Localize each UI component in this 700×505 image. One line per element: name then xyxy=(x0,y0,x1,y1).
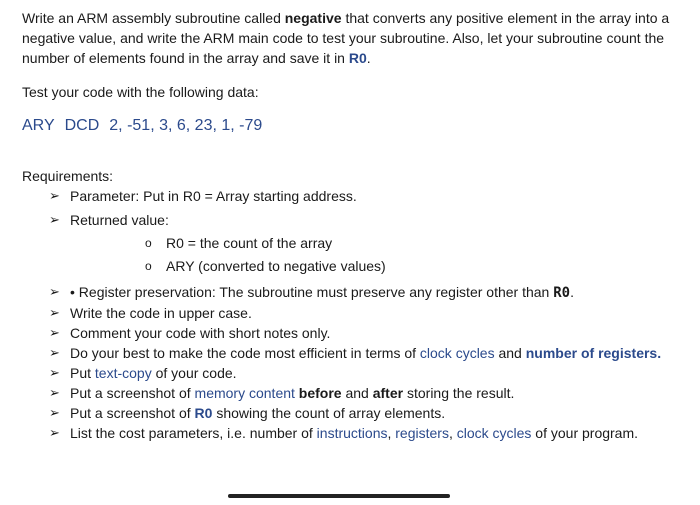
list-item: ➢ • Register preservation: The subroutine must preserve any register other than R0. xyxy=(49,284,574,301)
home-indicator[interactable] xyxy=(228,494,450,498)
list-item: ➢ Put a screenshot of R0 showing the count of array elements. xyxy=(49,405,446,421)
returned-sublist xyxy=(70,232,682,278)
document xyxy=(22,8,682,443)
circle-bullet-icon: o xyxy=(145,236,152,250)
arrow-bullet-icon: ➢ xyxy=(49,212,60,227)
list-item: o R0 = the count of the array xyxy=(70,232,682,255)
arrow-bullet-icon: ➢ xyxy=(49,188,60,203)
list-item: ➢ Do your best to make the code most efficient in terms of clock cycles and number of registers. xyxy=(49,345,662,361)
list-item: ➢ Put a screenshot of memory content before and after storing the result. xyxy=(49,385,515,401)
arrow-bullet-icon: ➢ xyxy=(49,425,60,440)
list-item: ➢ Returned value: o R0 = the count of the array o ARY (converted to negative values) xyxy=(22,210,682,278)
intro-text: . xyxy=(366,50,371,66)
arrow-bullet-icon: ➢ xyxy=(49,284,60,299)
intro-text: that converts any positive element in the array into a negative value, and write the ARM main code to test your subroutine. Also, let your subroutine count the number of elements found in the array and save it in xyxy=(22,10,670,66)
arrow-bullet-icon: ➢ xyxy=(49,385,60,400)
data-label: ARY xyxy=(22,117,55,134)
data-declaration xyxy=(22,116,682,136)
list-item: ➢ Comment your code with short notes only. xyxy=(49,325,331,341)
arrow-bullet-icon: ➢ xyxy=(49,365,60,380)
list-item: o ARY (converted to negative values) xyxy=(70,255,682,278)
test-instruction: Test your code with the following data: xyxy=(22,84,259,100)
circle-bullet-icon: o xyxy=(145,259,152,273)
list-item: ➢ Parameter: Put in R0 = Array starting address. xyxy=(49,188,357,204)
arrow-bullet-icon: ➢ xyxy=(49,305,60,320)
intro-text: Write an ARM assembly subroutine called xyxy=(22,10,285,26)
list-item: ➢ List the cost parameters, i.e. number of instructions, registers, clock cycles of your program. xyxy=(49,425,639,441)
list-item: ➢ Put text-copy of your code. xyxy=(49,365,237,381)
keyword-r0: R0 xyxy=(348,50,367,66)
keyword-negative: negative xyxy=(284,10,342,26)
requirements-heading: Requirements: xyxy=(22,168,114,184)
arrow-bullet-icon: ➢ xyxy=(49,325,60,340)
data-values: 2, -51, 3, 6, 23, 1, -79 xyxy=(109,117,263,134)
arrow-bullet-icon: ➢ xyxy=(49,405,60,420)
arrow-bullet-icon: ➢ xyxy=(49,345,60,360)
requirements-list xyxy=(22,186,682,443)
data-directive: DCD xyxy=(64,117,100,134)
intro-paragraph xyxy=(22,8,682,68)
list-item: ➢ Write the code in upper case. xyxy=(49,305,252,321)
